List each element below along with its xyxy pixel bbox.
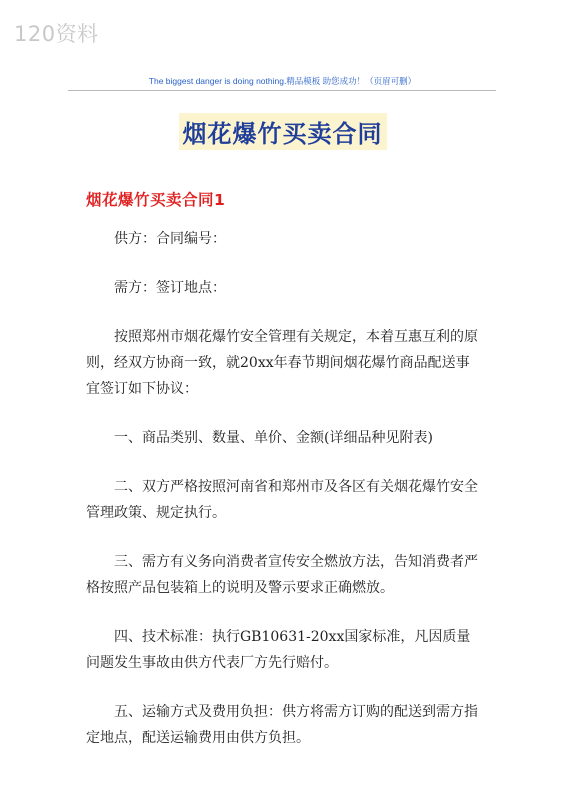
document-title [0,113,565,150]
watermark-logo: 120资料 [14,22,99,46]
document-title-text: 烟花爆竹买卖合同 [179,113,387,150]
page-header-tagline: The biggest danger is doing nothing.精品模板 助您成功！（页眉可删） [148,76,417,86]
paragraph-clause-4: 四、技术标准：执行GB10631-20xx国家标准，凡因质量问题发生事故由供方代表厂方先行赔付。 [86,629,471,671]
paragraph-clause-3: 三、需方有义务向消费者宣传安全燃放方法，告知消费者严格按照产品包装箱上的说明及警示要求正确燃放。 [86,554,478,596]
section-heading: 烟花爆竹买卖合同1 [86,191,226,209]
paragraph-clause-2: 二、双方严格按照河南省和郑州市及各区有关烟花爆竹安全管理政策、规定执行。 [86,479,478,521]
header-divider [68,90,496,91]
paragraph-buyer: 需方：签订地点： [114,280,226,296]
paragraph-preamble: 按照郑州市烟花爆竹安全管理有关规定，本着互惠互利的原则，经双方协商一致，就20xx年春节期间烟花爆竹商品配送事宜签订如下协议： [86,329,478,397]
paragraph-supplier: 供方：合同编号： [114,231,226,247]
paragraph-clause-1: 一、商品类别、数量、单价、金额(详细品种见附表) [114,430,433,446]
document-body [86,226,480,774]
paragraph-clause-5: 五、运输方式及费用负担：供方将需方订购的配送到需方指定地点，配送运输费用由供方负担。 [86,704,478,746]
